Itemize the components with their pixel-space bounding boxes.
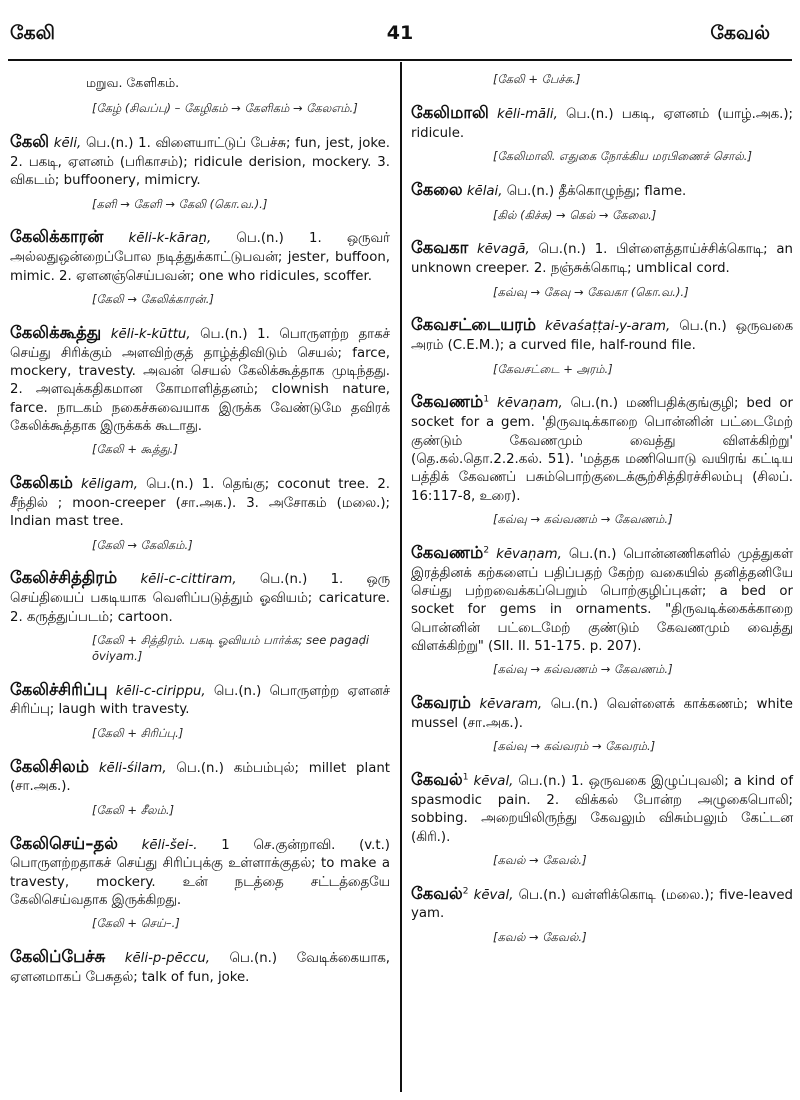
entry-etymology: [களி → கேளி → கேலி (கொ.வ.).]	[92, 196, 268, 211]
entry-etymology: [கேலிமாலி. எதுகை நோக்கிய மரபிணைச் சொல்.]	[493, 148, 752, 163]
entry-definition: பெ.(n.) 1. ஒரு செய்தியைப் பகடியாக வெளிப்படுத்தும் ஓவியம்; caricature. 2. கருத்துப்படம்; cartoon.	[10, 572, 391, 625]
dictionary-entry	[10, 131, 390, 190]
entry-headword: கேலிக்காரன்	[10, 227, 104, 247]
entry-homonym-number: 2	[483, 545, 490, 556]
entry-etymology: [கவ்வு → கேவு → கேவகா (கொ.வ.).]	[493, 284, 689, 299]
entry-headword: கேவகா	[411, 238, 469, 258]
entry-transliteration: kēli-šei-.	[141, 837, 198, 853]
entry-headword: கேவல்	[411, 770, 463, 790]
entry-etymology: [கில் (கிச்சு) → கெல் → கேலை.]	[493, 207, 657, 222]
entry-headword: கேவல்	[411, 883, 463, 903]
entry-transliteration: kēvagā,	[476, 242, 530, 258]
dictionary-entry	[10, 322, 390, 436]
entry-etymology: [கேலி → கேலிகம்.]	[92, 537, 193, 552]
entry-headword: கேலிச்சித்திரம்	[10, 568, 118, 588]
entry-headword: கேலிக்கூத்து	[10, 322, 102, 342]
entry-transliteration: kēvaśaṭṭai-y-aram,	[545, 319, 671, 335]
dictionary-entry	[10, 226, 390, 285]
header-left-guideword: கேலி	[10, 22, 55, 44]
entry-transliteration: kēli-k-kūttu,	[110, 326, 191, 342]
entry-etymology: [கேலி → கேலிக்காரன்.]	[92, 291, 214, 306]
left-entry-list	[10, 131, 390, 987]
entry-headword: கேலிகம்	[10, 473, 73, 493]
intro-etymology: [கேழ் (சிவப்பு) – கேழிகம் → கேளிகம் → கேலஎம்.]	[92, 101, 358, 116]
entry-homonym-number: 1	[462, 772, 469, 783]
entry-transliteration: kēli-p-pēccu,	[124, 951, 210, 967]
left-column	[10, 70, 390, 992]
entry-transliteration: kēli-c-cirippu,	[115, 683, 206, 699]
entry-definition: பெ.(n.) 1. பிள்ளைத்தாய்ச்சிக்கொடி; an unknown creeper. 2. நஞ்சுக்கொடி; umblical cord.	[411, 242, 793, 277]
entry-etymology: [கேலி + செய்–.]	[92, 916, 180, 931]
entry-headword: கேலிசெய்–தல்	[10, 833, 118, 853]
entry-definition: பெ.(n.) கம்பம்புல்; millet plant (சா.அக.).	[10, 760, 390, 795]
entry-etymology: [கேலி + சித்திரம். பகடி ஓவியம் பார்க்க; see pagaḍi ōviyam.]	[92, 632, 370, 663]
entry-definition: 1 செ.குன்றாவி. (v.t.) பொருளற்றதாகச் செய்து சிரிப்புக்கு உள்ளாக்குதல்; to make a travesty, mockery. உன் நடத்தை சட்டத்தையே கேலிசெய்வதாக இருக்கிறது.	[10, 837, 390, 908]
entry-definition: பெ.(n.) பொன்னணிகளில் முத்துகள் இரத்தினக் கற்களைப் பதிப்பதற் கேற்ற வகையில் தனித்தனியே செய்து பற்றவைக்கப்பெறும் பொற்குழிப்புகள்; a bed or socket for gems in ornaments. "திருவடிக்கைக்காறை பொன்னின் பட்டைமேற் குண்டும் கேவணமும் வைத்து விளக்கிற்று" (SII. II. 51-175. p. 207).	[411, 546, 793, 654]
dictionary-entry	[10, 472, 390, 531]
entry-headword: கேலிமாலி	[411, 102, 489, 122]
entry-headword: கேலிசிலம்	[10, 756, 89, 776]
entry-definition: பெ.(n.) மணிபதிக்குங்குழி; bed or socket for a gem. 'திருவடிக்காறை பொன்னின் பட்டைமேற் குண்டும் கேவணமும் வைத்து விளக்கிற்று' (தெ.கல்.தொ.2.2.கல். 51). 'மத்தக மணியொடு வயிரங் கட்டிய பத்திக் கேவணப் பசும்பொற்குடைக்சூற்சித்திரச்சிலம்பு (சிலப். 16:117-8, உரை).	[411, 396, 794, 504]
dictionary-entry	[411, 692, 793, 733]
dictionary-entry	[411, 314, 793, 355]
entry-transliteration: kēvaṇam,	[496, 546, 562, 562]
entry-etymology: [கேலி + சிரிப்பு.]	[92, 725, 184, 740]
entry-definition: பெ.(n.) பகடி, ஏளனம் (யாழ்.அக.); ridicule.	[411, 106, 793, 141]
header-rule	[8, 59, 792, 61]
entry-definition: பெ.(n.) 1. தெங்கு; coconut tree. 2. சீந்தில் ; moon-creeper (சா.அக.). 3. அசோகம் (மலை.); Indian mast tree.	[10, 477, 391, 530]
entry-headword: கேலிச்சிரிப்பு	[10, 679, 108, 699]
header-right-guideword: கேவல்	[710, 22, 770, 44]
entry-headword: கேவரம்	[411, 693, 471, 713]
entry-headword: கேவணம்	[411, 392, 484, 412]
entry-transliteration: kēli-śilam,	[98, 760, 167, 776]
intro-line: மறுவ. கேளிகம்.	[86, 75, 180, 90]
entry-etymology: [கவ்வு → கவ்வரம் → கேவரம்.]	[493, 739, 656, 754]
entry-definition: பெ.(n.) வள்ளிக்கொடி (மலை.); five-leaved yam.	[411, 887, 793, 922]
dictionary-entry	[10, 946, 390, 987]
right-entry-list	[411, 102, 793, 946]
entry-headword: கேவணம்	[411, 542, 484, 562]
entry-transliteration: kēli-c-cittiram,	[140, 572, 237, 588]
dictionary-entry	[10, 679, 390, 720]
entry-headword: கேலிப்பேச்சு	[10, 947, 106, 967]
entry-etymology: [கேலி + கூத்து.]	[92, 442, 178, 457]
entry-etymology: [கவ்வு → கவ்வணம் → கேவணம்.]	[493, 662, 673, 677]
right-column	[411, 70, 793, 960]
entry-transliteration: kēligam,	[80, 477, 139, 493]
entry-homonym-number: 2	[462, 886, 469, 897]
dictionary-entry	[10, 833, 390, 911]
entry-headword: கேவசட்டையரம்	[411, 315, 537, 335]
entry-transliteration: kēval,	[473, 774, 514, 790]
dictionary-entry	[411, 102, 793, 143]
entry-definition: பெ.(n.) 1. பொருளற்ற தாகச் செய்து சிரிக்கும் அளவிற்குத் தாழ்த்திவிடும் செயல்; farce, mockery, travesty. அவன் செயல் கேலிக்கூத்தாக முடிந்தது. 2. அளவுக்கதிகமான கோமாளித்தனம்; clownish nature, farce. நாடகம் நகைச்சுவையாக இருக்க வேண்டுமே தவிரக் கேலிக்கூத்தாக இருக்கக் கூடாது.	[10, 326, 390, 434]
entry-transliteration: kēli-māli,	[497, 106, 558, 122]
page-header	[0, 0, 800, 66]
right-intro-etymology: [கேலி + பேச்சு.]	[493, 72, 581, 86]
entry-etymology: [கவ்வு → கவ்வணம் → கேவணம்.]	[493, 511, 673, 526]
entry-definition: பெ.(n.) 1. விளையாட்டுப் பேச்சு; fun, jest, joke. 2. பகடி, ஏளனம் (பரிகாசம்); ridicule derision, mockery. 3. விகடம்; buffoonery, mimicry.	[10, 136, 390, 189]
dictionary-entry	[411, 179, 793, 202]
entry-transliteration: kēvaram,	[479, 697, 543, 713]
dictionary-entry	[411, 769, 793, 847]
column-divider	[400, 62, 402, 1092]
entry-definition: பெ.(n.) 1. ஒருவர் அல்லதுஒன்றைப்போல நடித்துக்காட்டுபவன்; jester, buffoon, mimic. 2. ஏளனஞ்செய்பவன்; one who ridicules, scoffer.	[10, 231, 391, 284]
entry-definition: பெ.(n.) வெள்ளைக் காக்கணம்; white mussel (சா.அக.).	[411, 697, 793, 731]
entry-transliteration: kēli-k-kāraṉ,	[128, 231, 212, 247]
entry-definition: பெ.(n.) தீக்கொழுந்து; flame.	[506, 183, 687, 199]
entry-transliteration: kēval,	[473, 887, 514, 903]
entry-definition: பெ.(n.) 1. ஒருவகை இழுப்புவலி; a kind of spasmodic pain. 2. விக்கல் போன்ற அழுகைபொலி; sobbing. அறையிலிருந்து கேவலும் விசும்பலும் கேட்டன (கிரி.).	[411, 774, 794, 845]
dictionary-entry	[411, 883, 793, 924]
dictionary-entry	[411, 237, 793, 278]
entry-headword: கேலி	[10, 132, 50, 152]
entry-transliteration: kēlai,	[466, 183, 503, 199]
entry-etymology: [கேலி + சீலம்.]	[92, 802, 174, 817]
entry-headword: கேலை	[411, 179, 463, 199]
entry-definition: பெ.(n.) வேடிக்கையாக, ஏளனமாகப் பேசுதல்; talk of fun, joke.	[10, 951, 391, 985]
entry-transliteration: kēli,	[53, 136, 82, 152]
entry-etymology: [கவல் → கேவல்.]	[493, 929, 587, 944]
dictionary-entry	[411, 542, 793, 656]
entry-etymology: [கேவசட்டை + அரம்.]	[493, 361, 613, 376]
page-number: 41	[386, 22, 414, 44]
entry-definition: பெ.(n.) பொருளற்ற ஏளனச் சிரிப்பு; laugh with travesty.	[10, 683, 390, 718]
dictionary-entry	[10, 756, 390, 797]
entry-homonym-number: 1	[483, 394, 490, 405]
dictionary-entry	[10, 567, 390, 626]
entry-definition: பெ.(n.) ஒருவகை அரம் (C.E.M.); a curved file, half-round file.	[411, 319, 793, 354]
dictionary-entry	[411, 391, 793, 505]
entry-transliteration: kēvaṇam,	[497, 396, 563, 412]
entry-etymology: [கவல் → கேவல்.]	[493, 852, 587, 867]
